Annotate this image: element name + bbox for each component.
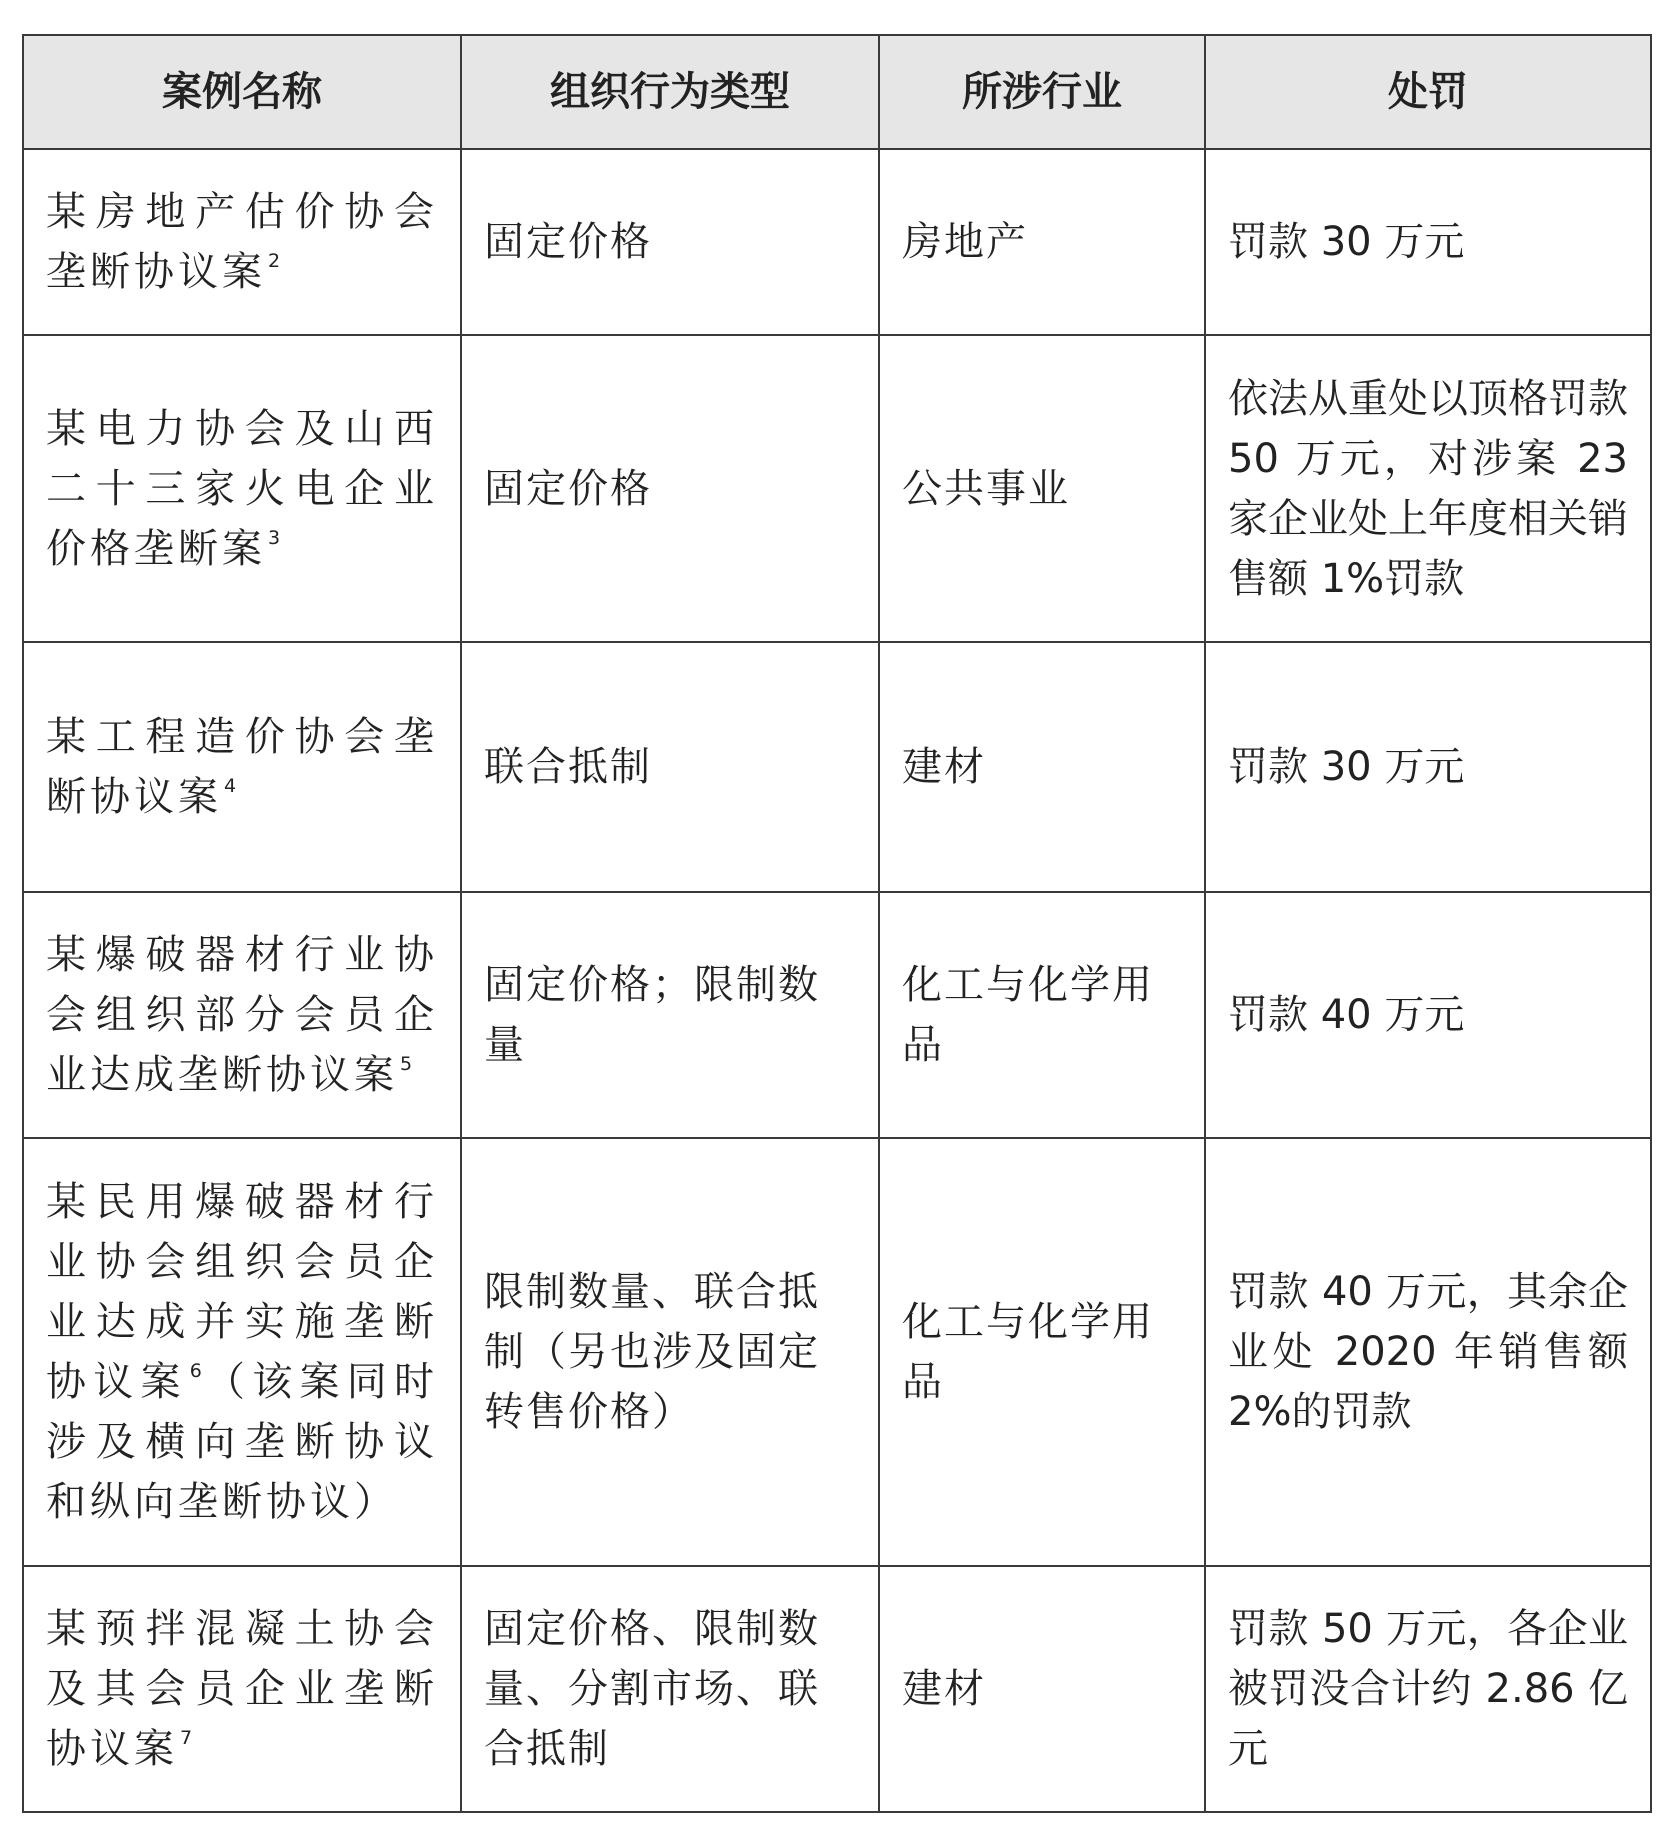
penalty-cell: 依法从重处以顶格罚款 50 万元，对涉案 23 家企业处上年度相关销售额 1%罚款 bbox=[1205, 335, 1651, 642]
industry-cell: 化工与化学用品 bbox=[879, 1138, 1205, 1566]
table-row bbox=[23, 335, 1651, 642]
header-conduct-type: 组织行为类型 bbox=[461, 35, 879, 149]
conduct-type-cell: 限制数量、联合抵制（另也涉及固定转售价格） bbox=[461, 1138, 879, 1566]
case-name: 某电力协会及山西二十三家火电企业价格垄断案 bbox=[46, 405, 438, 572]
industry-cell: 房地产 bbox=[879, 149, 1205, 335]
penalty-cell: 罚款 40 万元 bbox=[1205, 892, 1651, 1138]
table-row bbox=[23, 1138, 1651, 1566]
penalty-cell: 罚款 40 万元，其余企业处 2020 年销售额 2%的罚款 bbox=[1205, 1138, 1651, 1566]
conduct-type-cell: 固定价格 bbox=[461, 149, 879, 335]
case-name: 某房地产估价协会垄断协议案 bbox=[46, 189, 438, 295]
case-name: 某工程造价协会垄断协议案 bbox=[46, 714, 438, 820]
conduct-type-cell: 固定价格、限制数量、分割市场、联合抵制 bbox=[461, 1566, 879, 1812]
case-name-cell bbox=[23, 642, 461, 892]
header-penalty: 处罚 bbox=[1205, 35, 1651, 149]
case-name: 某民用爆破器材行业协会组织会员企业达成并实施垄断协议案 bbox=[46, 1179, 438, 1405]
conduct-type-cell: 固定价格 bbox=[461, 335, 879, 642]
case-name-suffix: （该案同时涉及横向垄断协议和纵向垄断协议） bbox=[46, 1359, 439, 1525]
header-industry: 所涉行业 bbox=[879, 35, 1205, 149]
footnote-marker: 6 bbox=[189, 1360, 202, 1382]
footnote-marker: 3 bbox=[268, 526, 281, 549]
case-name-cell bbox=[23, 892, 461, 1138]
case-name-cell bbox=[23, 1566, 461, 1812]
table-header-row bbox=[23, 35, 1651, 149]
penalty-cell: 罚款 30 万元 bbox=[1205, 149, 1651, 335]
penalty-cell: 罚款 50 万元，各企业被罚没合计约 2.86 亿元 bbox=[1205, 1566, 1651, 1812]
table-row bbox=[23, 149, 1651, 335]
industry-cell: 建材 bbox=[879, 1566, 1205, 1812]
footnote-marker: 5 bbox=[400, 1053, 413, 1075]
case-name-cell bbox=[23, 149, 461, 335]
penalty-cell: 罚款 30 万元 bbox=[1205, 642, 1651, 892]
table-row bbox=[23, 642, 1651, 892]
case-name-cell bbox=[23, 1138, 461, 1566]
conduct-type-cell: 固定价格；限制数量 bbox=[461, 892, 879, 1138]
table-row bbox=[23, 892, 1651, 1138]
case-name: 某爆破器材行业协会组织部分会员企业达成垄断协议案 bbox=[46, 932, 438, 1098]
case-name-cell bbox=[23, 335, 461, 642]
antitrust-cases-table bbox=[22, 34, 1652, 1813]
footnote-marker: 7 bbox=[180, 1727, 193, 1749]
footnote-marker: 4 bbox=[224, 775, 237, 797]
industry-cell: 化工与化学用品 bbox=[879, 892, 1205, 1138]
header-case-name: 案例名称 bbox=[23, 35, 461, 149]
table-row bbox=[23, 1566, 1651, 1812]
conduct-type-cell: 联合抵制 bbox=[461, 642, 879, 892]
industry-cell: 公共事业 bbox=[879, 335, 1205, 642]
footnote-marker: 2 bbox=[268, 250, 281, 272]
industry-cell: 建材 bbox=[879, 642, 1205, 892]
case-name: 某预拌混凝土协会及其会员企业垄断协议案 bbox=[46, 1606, 438, 1772]
